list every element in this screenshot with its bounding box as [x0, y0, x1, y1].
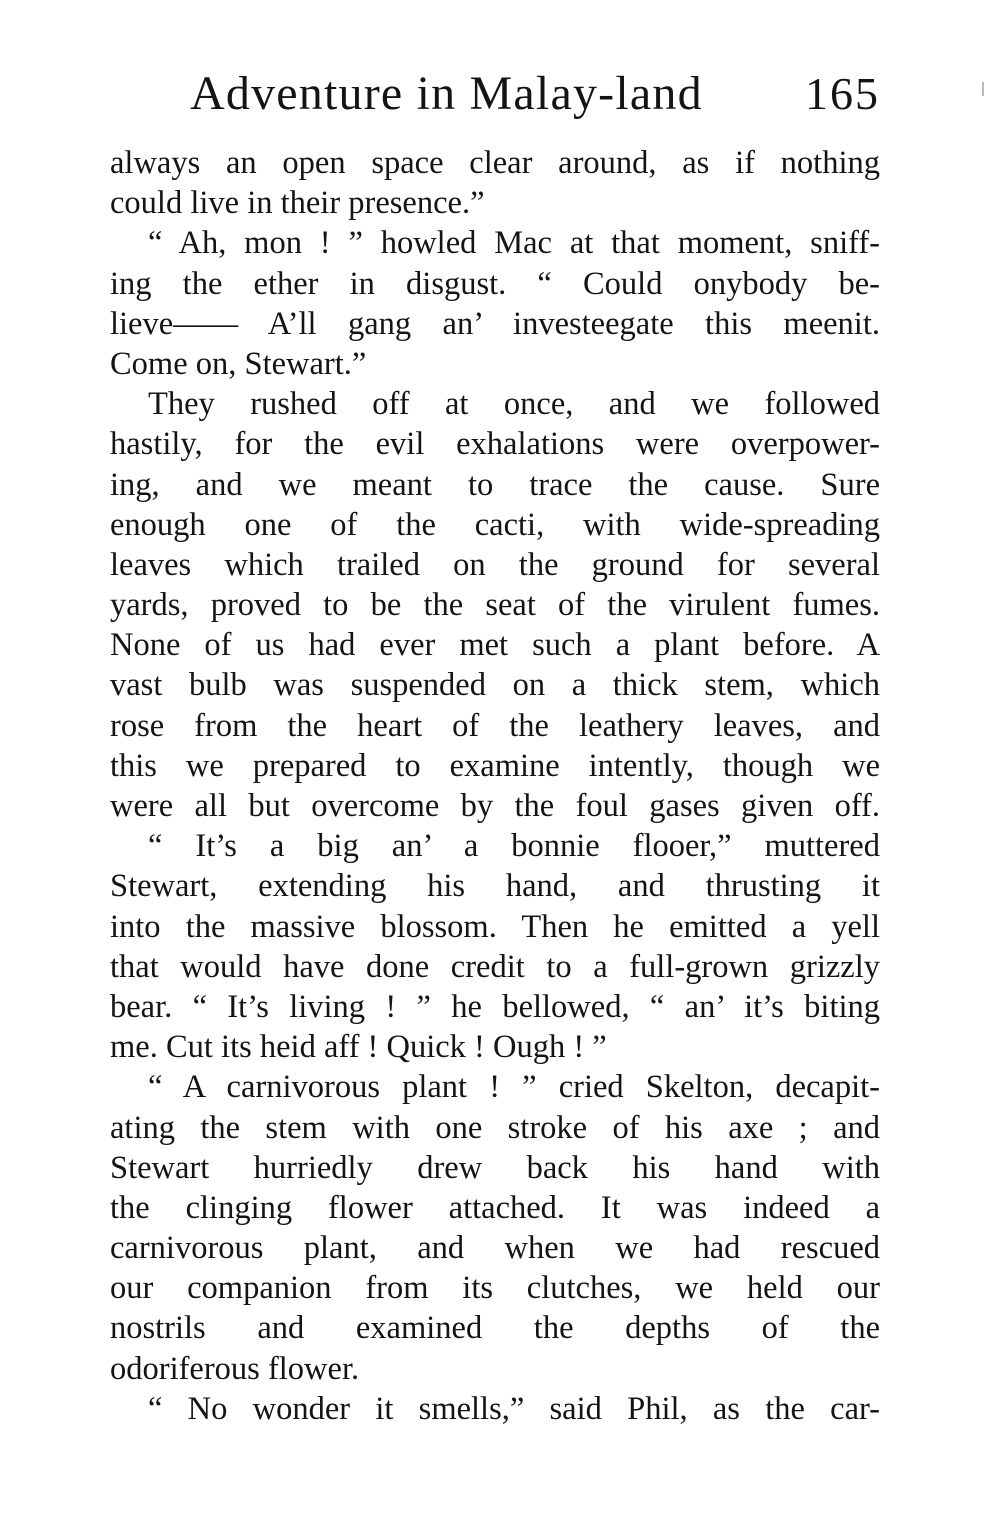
text-line: that would have done credit to a full-grown grizzly [110, 948, 880, 985]
page-header [190, 66, 880, 126]
text-line: “ No wonder it smells,” said Phil, as the car- [148, 1390, 880, 1427]
text-line: hastily, for the evil exhalations were overpower- [110, 426, 880, 463]
text-line: rose from the heart of the leathery leaves, and [110, 707, 880, 744]
text-line: vast bulb was suspended on a thick stem, which [110, 667, 880, 704]
text-line: odoriferous flower. [110, 1350, 360, 1387]
text-line: could live in their presence.” [110, 185, 485, 222]
text-line: into the massive blossom. Then he emitted a yell [110, 908, 880, 945]
text-line: lieve—— A’ll gang an’ investeegate this meenit. [110, 305, 880, 342]
text-line: nostrils and examined the depths of the [110, 1310, 880, 1347]
text-line: Stewart, extending his hand, and thrusting it [110, 868, 880, 905]
text-line: were all but overcome by the foul gases given off. [110, 788, 880, 824]
text-line: ating the stem with one stroke of his axe ; and [110, 1109, 880, 1146]
text-line: carnivorous plant, and when we had rescued [110, 1230, 880, 1267]
text-line: ing, and we meant to trace the cause. Sure [110, 466, 880, 503]
text-line: always an open space clear around, as if nothing [110, 145, 880, 181]
text-line: our companion from its clutches, we held our [110, 1270, 880, 1307]
text-line: bear. “ It’s living ! ” he bellowed, “ an’ it’s biting [110, 988, 880, 1025]
text-line: “ A carnivorous plant ! ” cried Skelton, decapit- [148, 1069, 880, 1106]
text-line: this we prepared to examine intently, though we [110, 747, 880, 784]
text-line: the clinging flower attached. It was indeed a [110, 1189, 880, 1226]
text-line: “ It’s a big an’ a bonnie flooer,” muttered [148, 828, 880, 865]
text-line: “ Ah, mon ! ” howled Mac at that moment, sniff- [148, 225, 880, 262]
text-line: Come on, Stewart.” [110, 345, 367, 382]
page-number: 165 [805, 68, 880, 119]
running-title: Adventure in Malay-land [190, 67, 703, 120]
text-line: They rushed off at once, and we followed [148, 386, 880, 423]
text-line: None of us had ever met such a plant before. A [110, 627, 880, 664]
text-line: Stewart hurriedly drew back his hand with [110, 1149, 880, 1186]
text-line: leaves which trailed on the ground for several [110, 546, 880, 583]
margin-mark [982, 82, 984, 96]
text-line: yards, proved to be the seat of the virulent fumes. [110, 587, 880, 624]
text-line: me. Cut its heid aff ! Quick ! Ough ! ” [110, 1029, 607, 1066]
text-line: enough one of the cacti, with wide-spreading [110, 506, 880, 543]
text-line: ing the ether in disgust. “ Could onybody be- [110, 265, 880, 302]
body-text [110, 143, 880, 1429]
